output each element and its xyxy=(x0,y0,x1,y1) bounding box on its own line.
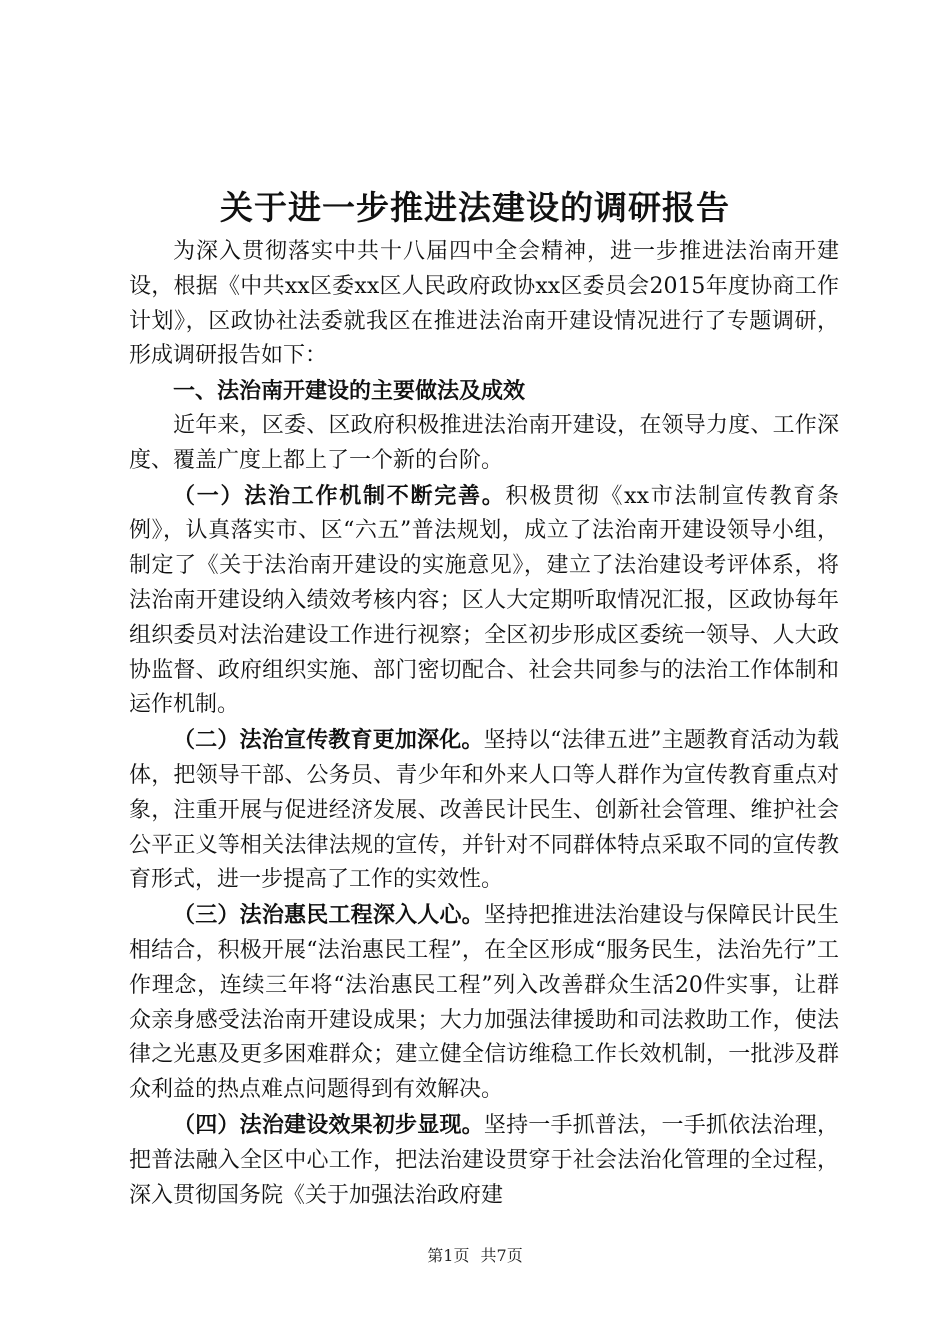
item-text: 坚持把推进法治建设与保障民计民生相结合，积极开展“法治惠民工程”，在全区形成“服务民生，法治先行”工作理念，连续三年将“法治惠民工程”列入改善群众生活20件实事，让群众亲身感受法治南开建设成果；大力加强法律援助和司法救助工作，使法律之光惠及更多困难群众；建立健全信访维稳工作长效机制，一批涉及群众利益的热点难点问题得到有效解决。 xyxy=(129,903,839,1103)
page-total: 共7页 xyxy=(480,1246,523,1265)
item-lead: （三）法治惠民工程深入人心。 xyxy=(173,902,484,929)
document-title: 关于进一步推进法建设的调研报告 xyxy=(220,188,730,227)
section-summary: 近年来，区委、区政府积极推进法治南开建设，在领导力度、工作深度、覆盖广度上都上了一个新的台阶。 xyxy=(129,412,839,473)
intro-paragraph: 为深入贯彻落实中共十八届四中全会精神，进一步推进法治南开建设，根据《中共xx区委xx区人民政府政协xx区委员会2015年度协商工作计划》，区政协社法委就我区在推进法治南开建设情况进行了专题调研，形成调研报告如下： xyxy=(129,239,839,369)
item-lead: （四）法治建设效果初步显现。 xyxy=(173,1111,484,1138)
document-body xyxy=(129,235,839,1213)
item-paragraph xyxy=(129,723,839,898)
page-footer xyxy=(0,1245,950,1267)
item-paragraph xyxy=(129,479,839,724)
section-heading: 一、法治南开建设的主要做法及成效 xyxy=(173,378,526,405)
page-number: 第1页 xyxy=(427,1246,470,1265)
item-text: 积极贯彻《xx市法制宣传教育条例》，认真落实市、区“六五”普法规划，成立了法治南开建设领导小组，制定了《关于法治南开建设的实施意见》，建立了法治建设考评体系，将法治南开建设纳入绩效考核内容；区人大定期听取情况汇报，区政协每年组织委员对法治建设工作进行视察；全区初步形成区委统一领导、人大政协监督、政府组织实施、部门密切配合、社会共同参与的法治工作体制和运作机制。 xyxy=(129,483,839,718)
item-lead: （一）法治工作机制不断完善。 xyxy=(173,482,506,509)
item-text: 坚持以“法律五进”主题教育活动为载体，把领导干部、公务员、青少年和外来人口等人群作为宣传教育重点对象，注重开展与促进经济发展、改善民计民生、创新社会管理、维护社会公平正义等相关法律法规的宣传，并针对不同群体特点采取不同的宣传教育形式，进一步提高了工作的实效性。 xyxy=(129,728,839,893)
item-paragraph xyxy=(129,1108,839,1213)
item-paragraph xyxy=(129,898,839,1108)
item-text: 坚持一手抓普法，一手抓依法治理，把普法融入全区中心工作，把法治建设贯穿于社会法治化管理的全过程，深入贯彻国务院《关于加强法治政府建 xyxy=(129,1112,839,1208)
item-lead: （二）法治宣传教育更加深化。 xyxy=(173,727,484,754)
